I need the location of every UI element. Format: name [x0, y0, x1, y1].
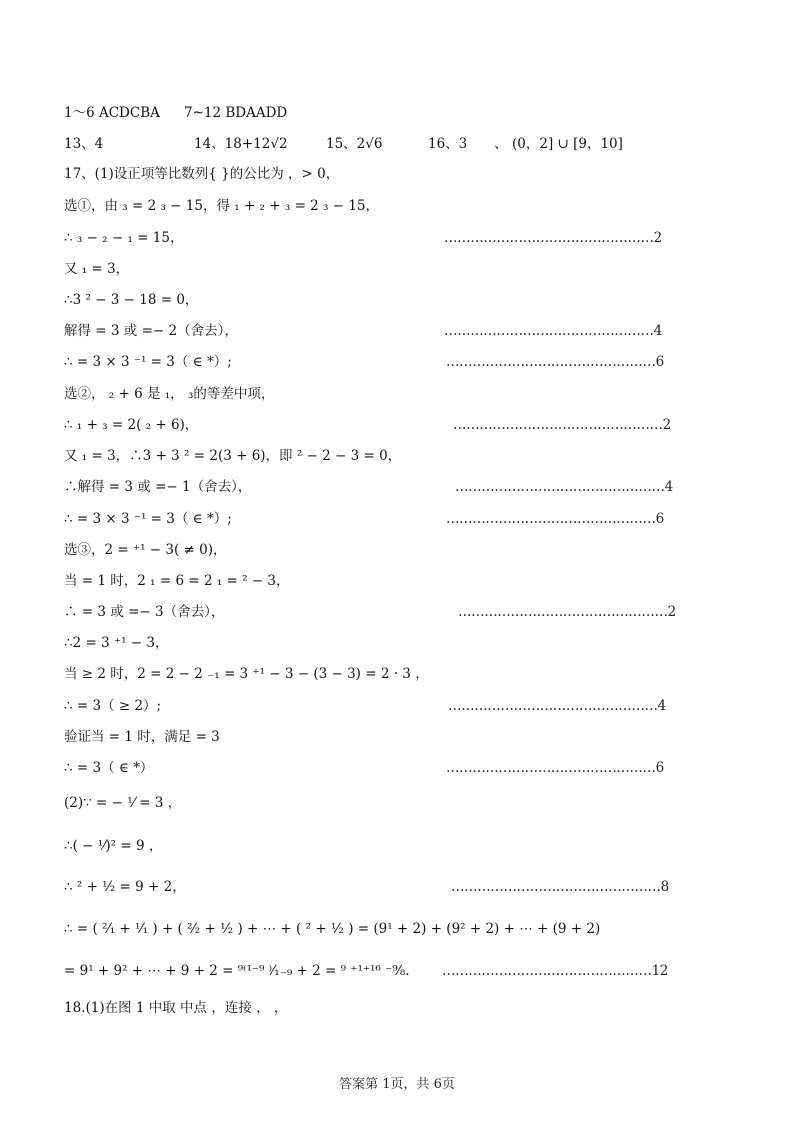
score-leader: …………………………………………2	[458, 604, 676, 620]
score-leader: …………………………………………4	[444, 323, 662, 339]
solution-line: ∴ ² + ¹⁄₂ = 9 + 2，	[64, 879, 186, 895]
score-leader: …………………………………………4	[455, 479, 673, 495]
answer-item: (0，2] ∪ [9，10]	[512, 136, 623, 152]
solution-line: ∴ = 3 × 3 ⁻¹ = 3（ ∈ *）;	[64, 511, 232, 527]
solution-line: ∴解得 = 3 或 =− 1（舍去），	[64, 479, 252, 495]
solution-line: (2)∵ = − ¹⁄ = 3 ，	[64, 795, 182, 811]
answer-item: 1～6 ACDCBA	[64, 105, 160, 121]
score-leader: …………………………………………8	[451, 879, 669, 895]
solution-line: 解得 = 3 或 =− 2（舍去），	[64, 323, 238, 339]
solution-line: 18.(1)在图 1 中取 中点 ，连接 ， ，	[64, 1000, 288, 1016]
page-footer: 答案第 1页，共 6页	[339, 1077, 455, 1092]
solution-line: 当 = 1 时，2 ₁ = 6 = 2 ₁ = ² − 3，	[64, 573, 290, 589]
solution-line: 又 ₁ = 3，	[64, 261, 130, 277]
solution-line: ∴ = 3 或 =− 3（舍去），	[64, 604, 225, 620]
solution-line	[64, 103, 744, 123]
answer-item: 13、4	[64, 136, 104, 152]
solution-line: ∴3 ² − 3 − 18 = 0，	[64, 292, 199, 308]
solution-line: 17、(1)设正项等比数列{ }的公比为 ，> 0，	[64, 166, 340, 182]
solution-line: ∴ ₁ + ₃ = 2( ₂ + 6)，	[64, 417, 199, 433]
solution-line: ∴( − ¹⁄)² = 9 ，	[64, 838, 163, 854]
score-leader: …………………………………………12	[442, 963, 668, 979]
solution-line: 验证当 = 1 时，满足 = 3	[64, 729, 220, 745]
solution-line: 选①，由 ₃ = 2 ₃ − 15，得 ₁ + ₂ + ₃ = 2 ₃ − 15，	[64, 198, 380, 214]
solution-line: ∴ ₃ − ₂ − ₁ = 15，	[64, 230, 184, 246]
solution-line: ∴ = ( ²⁄₁ + ¹⁄₁ ) + ( ²⁄₂ + ¹⁄₂ ) + ⋯ + ( ² + ¹⁄₂ ) = (9¹ + 2) + (9² + 2) + ⋯ + (9 + 2)	[64, 921, 601, 937]
answer-item: 15、2√6	[326, 136, 383, 152]
score-leader: …………………………………………6	[446, 354, 664, 370]
solution-line: 选③，2 = ⁺¹ − 3( ≠ 0)，	[64, 542, 227, 558]
solution-line: 选②， ₂ + 6 是 ₁， ₃的等差中项，	[64, 386, 275, 402]
score-leader: …………………………………………2	[453, 417, 671, 433]
score-leader: …………………………………………6	[446, 760, 664, 776]
score-leader: …………………………………………4	[448, 698, 666, 714]
solution-line: = 9¹ + 9² + ⋯ + 9 + 2 = ⁹⁽¹⁻⁹ ⁾⁄₁₋₉ + 2 = ⁹ ⁺¹⁺¹⁶ ⁻⁹⁄₈.	[64, 963, 410, 979]
solution-line: ∴ = 3（ ≥ 2）;	[64, 698, 162, 714]
solution-line: 又 ₁ = 3，∴3 + 3 ² = 2(3 + 6)，即 ² − 2 − 3 = 0，	[64, 448, 402, 464]
score-leader: …………………………………………2	[444, 230, 662, 246]
answer-item: 7~12 BDAADD	[184, 105, 288, 121]
solution-line	[64, 134, 744, 154]
answer-item: 、	[494, 136, 508, 152]
solution-line: ∴ = 3 × 3 ⁻¹ = 3（ ∈ *）;	[64, 354, 232, 370]
answer-item: 14、18+12√2	[194, 136, 288, 152]
solution-line: 当 ≥ 2 时，2 = 2 − 2 ₋₁ = 3 ⁺¹ − 3 − (3 − 3) = 2 · 3 ，	[64, 666, 429, 682]
answer-item: 16、3	[428, 136, 468, 152]
score-leader: …………………………………………6	[446, 511, 664, 527]
solution-line: ∴ = 3（ ∈ *）	[64, 760, 154, 776]
solution-line: ∴2 = 3 ⁺¹ − 3，	[64, 635, 169, 651]
